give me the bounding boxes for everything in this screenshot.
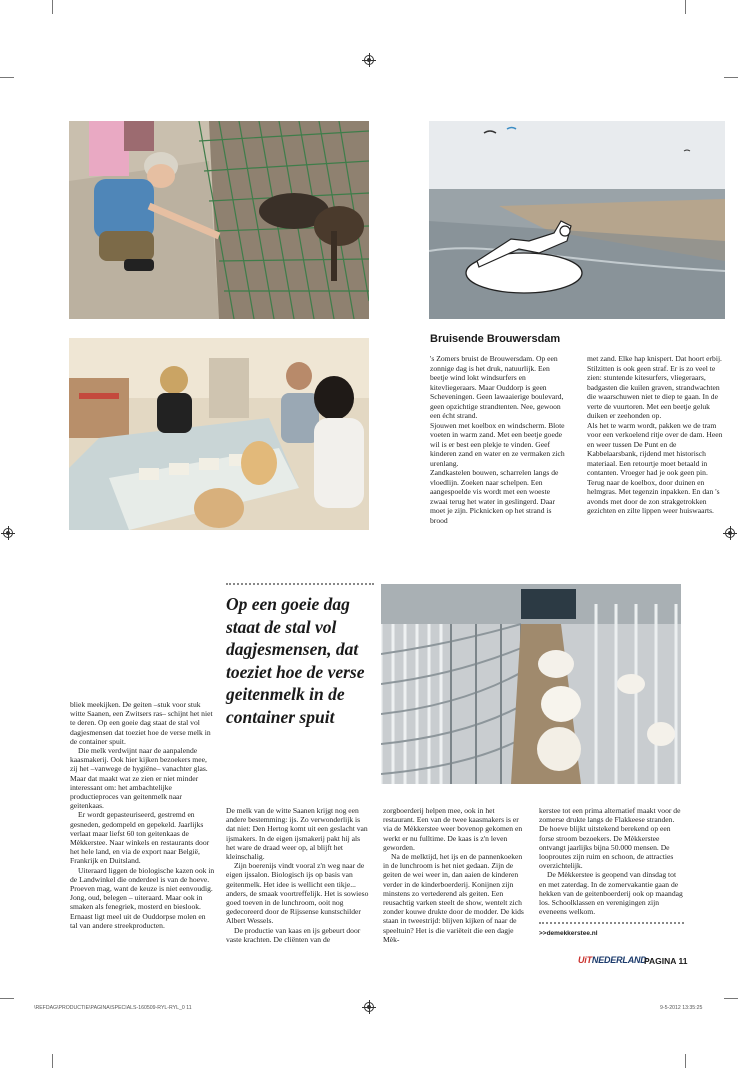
sidebar-left-column <box>430 354 566 525</box>
sidebar-paragraph: 's Zomers bruist de Brouwersdam. Op een zonnige dag is het druk, natuurlijk. Een beetje wind lokt windsurfers en kitevliegeraars. Maar Ouddorp is geen Scheveningen. Geen lawaaierige boulevard, geen opzichtige strandtenten. Nee, gewoon een écht strand. <box>430 354 564 420</box>
file-slug: \REFDAG\PRODUCTIE\PAGINA\SPECIALS-160509-RYL-RYL_0 11 <box>34 1005 192 1011</box>
sidebar-paragraph: Als het te warm wordt, pakken we de tram voor een verkoelend ritje over de dam. Heen en weer tussen De Punt en de Kabbelaarsbank, rijdend met historisch materiaal. Een retourtje moet betaald in contanten. Vroeger had je ook geen pin. <box>587 420 723 477</box>
article-column-4 <box>539 806 684 916</box>
dotted-rule <box>226 583 374 587</box>
article-paragraph: kerstee tot een prima alternatief maakt voor de zomerse drukte langs de Flakkeese stranden. De hoeve blijkt uitstekend berekend op een forse stroom bezoekers. De Mèkkerstee ontvangt jaarlijks bijna 50.000 mensen. De looproutes zijn ruim en schoon, de attracties overzichtelijk. <box>539 806 681 871</box>
article-paragraph: De productie van kaas en ijs gebeurt door vaste krachten. De cliënten van de <box>226 925 361 944</box>
article-column-2 <box>226 806 371 944</box>
registration-mark <box>725 528 735 538</box>
crop-mark <box>52 0 53 14</box>
brand-logo <box>578 955 647 965</box>
article-paragraph: zorgboerderij helpen mee, ook in het restaurant. Een van de twee kaasmakers is er via de Mèkkerstee weer bovenop gekomen en werkt er nu fulltime. De kaas is z'n leven geworden. <box>383 806 523 852</box>
crop-mark <box>0 998 14 999</box>
pull-quote: Op een goeie dag staat de stal vol dagjesmensen, dat toeziet hoe de verse geitenmelk in de container spuit <box>226 594 365 727</box>
sidebar-paragraph: Sjouwen met koelbox en windscherm. Blote voeten in warm zand. Met een beetje goede wil is er best een plekje te vinden. Geef kinderen zand en water en ze vermaken zich urenlang. <box>430 420 565 468</box>
registration-mark <box>3 528 13 538</box>
registration-mark <box>364 1002 374 1012</box>
article-column-3 <box>383 806 528 944</box>
article-paragraph: Zijn boerenijs vindt vooral z'n weg naar de eigen ijssalon. Biologisch ijs op basis van geitenmelk. Het idee is wellicht een tikje... anders, de smaak voortreffelijk. Het is sowieso goed toeven in de lunchroom, ooit nog gedecoreerd door de Rijssense kunstschilder Albert Wessels. <box>226 861 369 926</box>
article-paragraph: De Mèkkerstee is geopend van dinsdag tot en met zaterdag. In de zomervakantie gaan de hekken van de geitenboerderij ook op maandag los. Schoolklassen en verenigingen zijn eveneens welkom. <box>539 870 683 917</box>
sidebar-paragraph: Zandkastelen bouwen, scharrelen langs de vloedlijn. Zoeken naar schelpen. Een aangespoelde vis wordt met een woeste zwaai terug het water in geslingerd. Daar moet je zijn. Picknicken op het strand is brood <box>430 468 559 525</box>
pull-quote-block <box>226 583 374 728</box>
article-paragraph: Uiteraard liggen de biologische kazen ook in de Landwinkel die onderdeel is van de hoeve. Proeven mag, want de keuze is niet eenvoudig. Jong, oud, belegen – uiteraard. Maar ook in smaken als fenegriek, mosterd en bieslook. Ernaast ligt meel uit de Ouddorpse molen en tal van andere streekproducten. <box>70 865 215 930</box>
crop-mark <box>724 77 738 78</box>
crop-mark <box>52 1054 53 1068</box>
crop-mark <box>685 0 686 14</box>
crop-mark <box>0 77 14 78</box>
dotted-rule <box>539 922 684 924</box>
article-paragraph: bliek meekijken. De geiten –stuk voor stuk witte Saanen, een Zwitsers ras– schijnt het niet te deren. Op een goeie dag staat de stal vol dagjesmensen dat toeziet hoe de verse melk in de container spuit. <box>70 700 213 746</box>
crop-mark <box>724 998 738 999</box>
article-paragraph: Na de melktijd, het ijs en de pannenkoeken in de lunchroom is het niet gedaan. Zijn de geiten de wei weer in, dan aaien de kinderen verder in de kinderboerderij. Konijnen zijn minstens zo vertederend als geiten. Een reusachtig varken steelt de show, wentelt zich zonder kouwe drukte door de modder. De kids staan in tweestrijd: blijven kijken of naar de speeltuin? Het is die variëteit die een dagje Mèk- <box>383 852 524 944</box>
brand-name: NEDERLAND <box>591 955 647 965</box>
goats-fence-photo <box>69 121 369 319</box>
article-column-1 <box>70 700 215 930</box>
article-paragraph: De melk van de witte Saanen krijgt nog een andere bestemming: ijs. Zo verwonderlijk is dat niet: Den Hertog komt uit een geslacht van ijsmakers. In de eigen ijsmakerij pakt hij als het ware de draad weer op, al blijft het kleinschalig. <box>226 806 368 862</box>
brand-prefix: UiT <box>578 955 592 965</box>
sidebar-right-column <box>587 354 723 516</box>
crop-mark <box>685 1054 686 1068</box>
sidebar-paragraph: met zand. Elke hap knispert. Dat hoort erbij. Stilzitten is ook geen straf. Er is zo veel te zien: stuntende kitesurfers, vliegeraars, badgasten die kuilen graven, strandwachten die waarschuwen niet te diep te gaan. In de verte de vuurtoren. Met een beetje geluk duiken er zeehonden op. <box>587 354 722 420</box>
registration-mark <box>364 55 374 65</box>
article-paragraph: Die melk verdwijnt naar de aanpalende kaasmakerij. Ook hier kijken bezoekers mee, zij het –vanwege de hygiëne– vanachter glas. Maar dat maakt wat ze zien er niet minder interessant om: het ambachtelijke productieproces van geitenmelk naar geitenkaas. <box>70 746 208 811</box>
beach-kite-photo <box>429 121 725 319</box>
sidebar-paragraph: Terug naar de koelbox, door duinen en helmgras. Met tegenzin inpakken. En dan 's avonds met door de zon strakgetrokken gezichten en zilte lippen weer huiswaarts. <box>587 477 720 515</box>
ice-counter-photo <box>69 338 369 530</box>
page-number: PAGINA 11 <box>644 956 688 966</box>
website-link[interactable]: >>demekkerstee.nl <box>539 930 598 937</box>
article-paragraph: Er wordt gepasteuriseerd, gestremd en gesneden, gedompeld en gepekeld. Jaarlijks verlaat maar liefst 60 ton geitenkaas de Mèkkerstee. Naar winkels en restaurants door het hele land, en via de export naar België, Frankrijk en Duitsland. <box>70 810 210 866</box>
sidebar-headline: Bruisende Brouwersdam <box>430 333 561 345</box>
goat-stable-photo <box>381 584 681 784</box>
timestamp-slug: 9-5-2012 13:35:25 <box>660 1005 703 1011</box>
